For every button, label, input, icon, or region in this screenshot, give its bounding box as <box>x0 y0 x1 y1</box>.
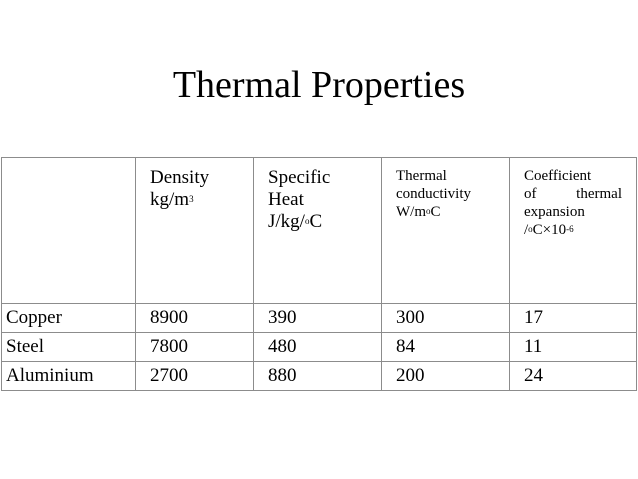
header-thermal-expansion <box>510 158 637 304</box>
header-corner-cell <box>2 158 136 304</box>
header-expansion-word-thermal: thermal <box>576 186 622 202</box>
cell-density: 7800 <box>136 333 254 362</box>
header-expansion-word-of: of <box>524 186 537 202</box>
header-density-line1: Density <box>150 167 210 188</box>
cell-thermal-expansion: 24 <box>510 362 637 391</box>
header-expansion-unit-b: C×10 <box>532 222 567 238</box>
header-specific-heat <box>254 158 382 304</box>
header-conductivity-line2: conductivity <box>396 186 471 202</box>
header-specific-heat-unit <box>268 211 381 233</box>
table-row-steel <box>2 333 637 362</box>
header-expansion-degree: o <box>528 224 533 234</box>
header-density-line2 <box>150 189 253 211</box>
cell-thermal-conductivity: 300 <box>382 304 510 333</box>
header-expansion-line3: expansion <box>524 204 585 220</box>
header-thermal-conductivity <box>382 158 510 304</box>
table-header-row <box>2 158 637 304</box>
cell-thermal-expansion: 17 <box>510 304 637 333</box>
header-specific-heat-line1: Specific <box>268 167 331 188</box>
row-material: Copper <box>2 304 136 333</box>
row-material: Steel <box>2 333 136 362</box>
header-conductivity-line1: Thermal <box>396 168 447 184</box>
table-row-aluminium <box>2 362 637 391</box>
cell-density: 8900 <box>136 304 254 333</box>
title-text: Thermal Properties <box>172 64 466 106</box>
header-density-unit-exponent: 3 <box>189 194 194 204</box>
header-specific-heat-degree: o <box>304 216 310 226</box>
cell-specific-heat: 480 <box>254 333 382 362</box>
cell-thermal-conductivity: 84 <box>382 333 510 362</box>
header-density <box>136 158 254 304</box>
header-conductivity-degree: o <box>426 206 431 216</box>
header-expansion-unit <box>524 221 636 239</box>
thermal-properties-table <box>1 157 637 391</box>
cell-density: 2700 <box>136 362 254 391</box>
header-specific-heat-unit-a: J/kg/ <box>268 211 305 232</box>
slide-title <box>0 62 638 108</box>
header-conductivity-unit <box>396 203 509 221</box>
cell-specific-heat: 390 <box>254 304 382 333</box>
header-expansion-line2 <box>524 185 622 203</box>
header-conductivity-unit-b: C <box>430 204 441 220</box>
header-conductivity-unit-a: W/m <box>396 204 426 220</box>
row-material: Aluminium <box>2 362 136 391</box>
header-expansion-line1: Coefficient <box>524 168 592 184</box>
header-expansion-unit-a: / <box>524 222 529 238</box>
header-density-unit: kg/m <box>150 189 190 210</box>
cell-specific-heat: 880 <box>254 362 382 391</box>
table-row-copper <box>2 304 637 333</box>
header-specific-heat-unit-b: C <box>309 211 323 232</box>
cell-thermal-expansion: 11 <box>510 333 637 362</box>
header-specific-heat-line2: Heat <box>268 189 304 210</box>
header-expansion-exponent: -6 <box>566 224 574 234</box>
cell-thermal-conductivity: 200 <box>382 362 510 391</box>
